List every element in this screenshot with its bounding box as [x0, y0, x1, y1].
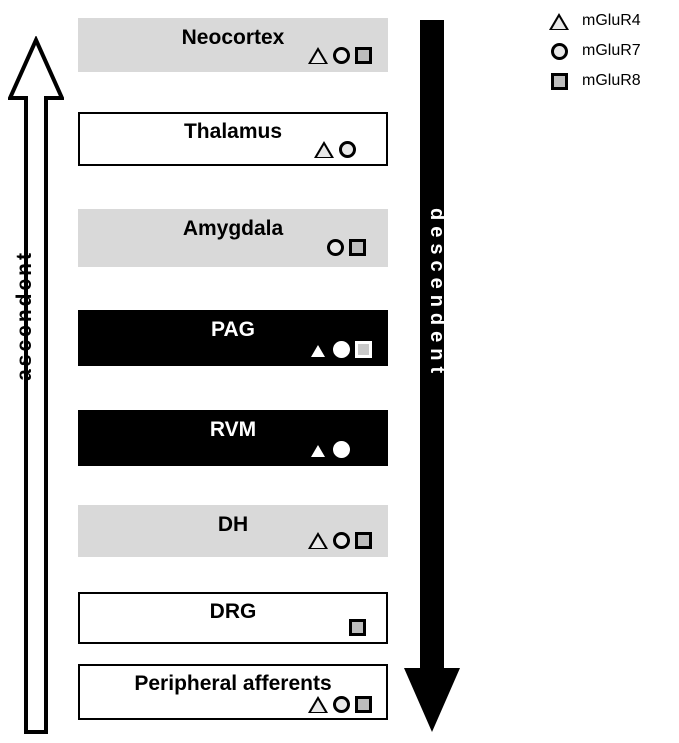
region-dh[interactable] — [78, 505, 388, 557]
region-label: DRG — [209, 600, 257, 623]
circle-icon — [339, 141, 356, 158]
marker-group — [308, 532, 372, 549]
square-icon — [355, 696, 372, 713]
circle-icon — [327, 239, 344, 256]
triangle-icon — [548, 13, 570, 30]
region-drg[interactable] — [78, 592, 388, 644]
circle-icon — [333, 532, 350, 549]
marker-group — [308, 341, 372, 358]
marker-group — [308, 441, 350, 458]
region-pag[interactable] — [78, 310, 388, 366]
square-icon — [349, 239, 366, 256]
region-label: RVM — [209, 418, 257, 441]
circle-icon — [333, 341, 350, 358]
marker-group — [349, 619, 366, 636]
region-peripheral-afferents[interactable] — [78, 664, 388, 720]
circle-icon — [333, 47, 350, 64]
legend-item — [548, 6, 678, 36]
ascendent-label: ascendent — [13, 250, 36, 381]
descendent-label: descendent — [426, 208, 448, 380]
square-icon — [355, 532, 372, 549]
square-icon — [355, 341, 372, 358]
triangle-icon — [314, 141, 334, 158]
square-icon — [355, 47, 372, 64]
region-neocortex[interactable] — [78, 18, 388, 72]
region-label: Neocortex — [181, 26, 285, 49]
legend-label: mGluR4 — [582, 12, 641, 29]
region-label: PAG — [211, 318, 255, 341]
region-label: Amygdala — [182, 217, 284, 240]
region-label: Thalamus — [183, 120, 283, 143]
legend-item — [548, 66, 678, 96]
circle-icon — [548, 43, 570, 60]
region-label: Peripheral afferents — [134, 672, 332, 695]
legend-item — [548, 36, 678, 66]
region-label: DH — [217, 513, 249, 536]
region-amygdala[interactable] — [78, 209, 388, 267]
circle-icon — [333, 696, 350, 713]
marker-group — [308, 47, 372, 64]
legend-label: mGluR7 — [582, 42, 641, 59]
triangle-icon — [308, 47, 328, 64]
square-icon — [548, 73, 570, 90]
triangle-icon — [308, 532, 328, 549]
legend-label: mGluR8 — [582, 72, 641, 89]
marker-group — [327, 239, 366, 256]
triangle-icon — [308, 696, 328, 713]
region-rvm[interactable] — [78, 410, 388, 466]
triangle-icon — [308, 341, 328, 358]
region-thalamus[interactable] — [78, 112, 388, 166]
marker-group — [308, 696, 372, 713]
marker-group — [314, 141, 356, 158]
ascendent-arrow-icon — [8, 36, 64, 736]
triangle-icon — [308, 441, 328, 458]
square-icon — [349, 619, 366, 636]
legend — [548, 6, 678, 96]
circle-icon — [333, 441, 350, 458]
